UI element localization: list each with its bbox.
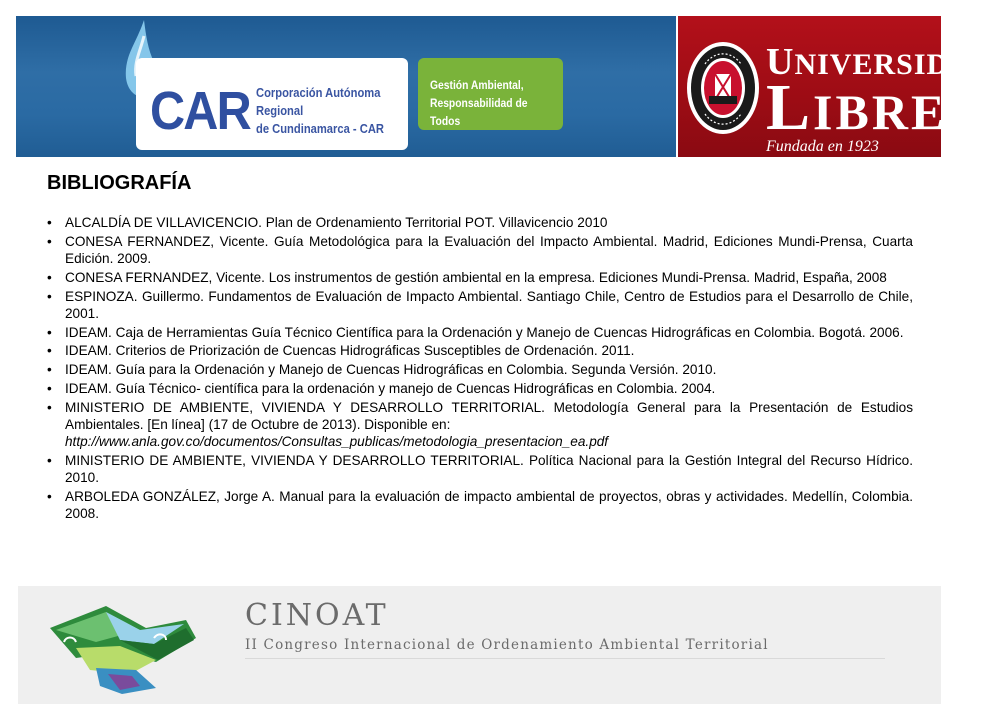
bibliography-item (47, 233, 913, 267)
reference-text: IDEAM. Criterios de Priorización de Cuencas Hidrográficas Susceptibles de Ordenación. 2011. (65, 343, 635, 359)
university-seal-icon (685, 38, 761, 138)
car-logo-box (136, 58, 408, 150)
reference-text: IDEAM. Guía para la Ordenación y Manejo de Cuencas Hidrográficas en Colombia. Segunda Versión. 2010. (65, 362, 717, 378)
reference-text: CONESA FERNANDEZ, Vicente. Guía Metodológica para la Evaluación del Impacto Ambiental. Madrid, Ediciones Mundi-Prensa, Cuarta Edición. 2009. (65, 233, 913, 266)
reference-text: ESPINOZA. Guillermo. Fundamentos de Evaluación de Impacto Ambiental. Santiago Chile, Centro de Estudios para el Desarrollo de Chile, 2001. (65, 288, 913, 321)
bibliography-item (47, 361, 913, 378)
reference-text: MINISTERIO DE AMBIENTE, VIVIENDA Y DESARROLLO TERRITORIAL. Metodología General para la Presentación de Estudios Ambientales. [En línea] (17 de Octubre de 2013). Disponible en: (65, 399, 913, 432)
bibliography-item (47, 342, 913, 359)
bibliography-item (47, 380, 913, 397)
car-name-line1: Corporación Autónoma Regional (256, 85, 381, 118)
bullet-icon: • (47, 269, 52, 285)
reference-text: MINISTERIO DE AMBIENTE, VIVIENDA Y DESARROLLO TERRITORIAL. Política Nacional para la Gestión Integral del Recurso Hídrico. 2010. (65, 452, 913, 486)
bibliography-list (47, 214, 913, 524)
footer-banner (18, 586, 941, 704)
reference-text: ALCALDÍA DE VILLAVICENCIO. Plan de Ordenamiento Territorial POT. Villavicencio 2010 (65, 215, 608, 230)
car-slogan-line2: Responsabilidad de Todos (430, 96, 528, 128)
bullet-icon: • (47, 343, 52, 359)
car-name (256, 84, 385, 138)
reference-text: IDEAM. Guía Técnico- científica para la ordenación y manejo de Cuencas Hidrográficas en Colombia. 2004. (65, 380, 716, 396)
reference-text: ARBOLEDA GONZÁLEZ, Jorge A. Manual para la evaluación de impacto ambiental de proyectos, obras y actividades. Medellín, Colombia. 2008. (65, 488, 913, 522)
puzzle-landscape-logo-icon (36, 598, 201, 696)
bibliography-item (47, 324, 913, 341)
bibliography-item (47, 288, 913, 322)
bullet-icon: • (47, 233, 52, 249)
event-subtitle: II Congreso Internacional de Ordenamiento Ambiental Territorial (245, 637, 769, 653)
car-slogan-box (418, 58, 563, 130)
bullet-icon: • (47, 488, 52, 504)
car-banner (16, 16, 676, 157)
reference-text: CONESA FERNANDEZ, Vicente. Los instrumentos de gestión ambiental en la empresa. Ediciones Mundi-Prensa. Madrid, España, 2008 (65, 269, 887, 285)
bibliography-item (47, 214, 913, 231)
event-title: CINOAT (245, 598, 389, 633)
bullet-icon: • (47, 452, 52, 468)
bibliography-item (47, 488, 913, 522)
footer-divider (245, 658, 885, 659)
bullet-icon: • (47, 399, 52, 415)
bibliography-item (47, 399, 913, 451)
bullet-icon: • (47, 215, 52, 230)
header-banner (16, 16, 995, 157)
reference-text: IDEAM. Caja de Herramientas Guía Técnico Científica para la Ordenación y Manejo de Cuencas Hidrográficas en Colombia. Bogotá. 2006. (65, 324, 904, 340)
car-slogan (430, 76, 546, 130)
car-slogan-line1: Gestión Ambiental, (430, 78, 524, 92)
universidad-libre-banner (678, 16, 995, 157)
car-name-line2: de Cundinamarca - CAR (256, 121, 384, 136)
page-title: BIBLIOGRAFÍA (47, 172, 192, 194)
bibliography-item (47, 269, 913, 286)
bullet-icon: • (47, 324, 52, 340)
university-founded: Fundada en 1923 (766, 138, 879, 155)
bullet-icon: • (47, 362, 52, 378)
bullet-icon: • (47, 288, 52, 304)
reference-url-link[interactable]: http://www.anla.gov.co/documentos/Consultas_publicas/metodologia_presentacion_ea.pdf (65, 434, 609, 450)
university-word2: LIBRE (766, 71, 948, 144)
university-word1: UNIVERSIDAD (766, 41, 995, 83)
bullet-icon: • (47, 380, 52, 396)
bibliography-item (47, 452, 913, 486)
car-logo-text: CAR (150, 81, 250, 141)
